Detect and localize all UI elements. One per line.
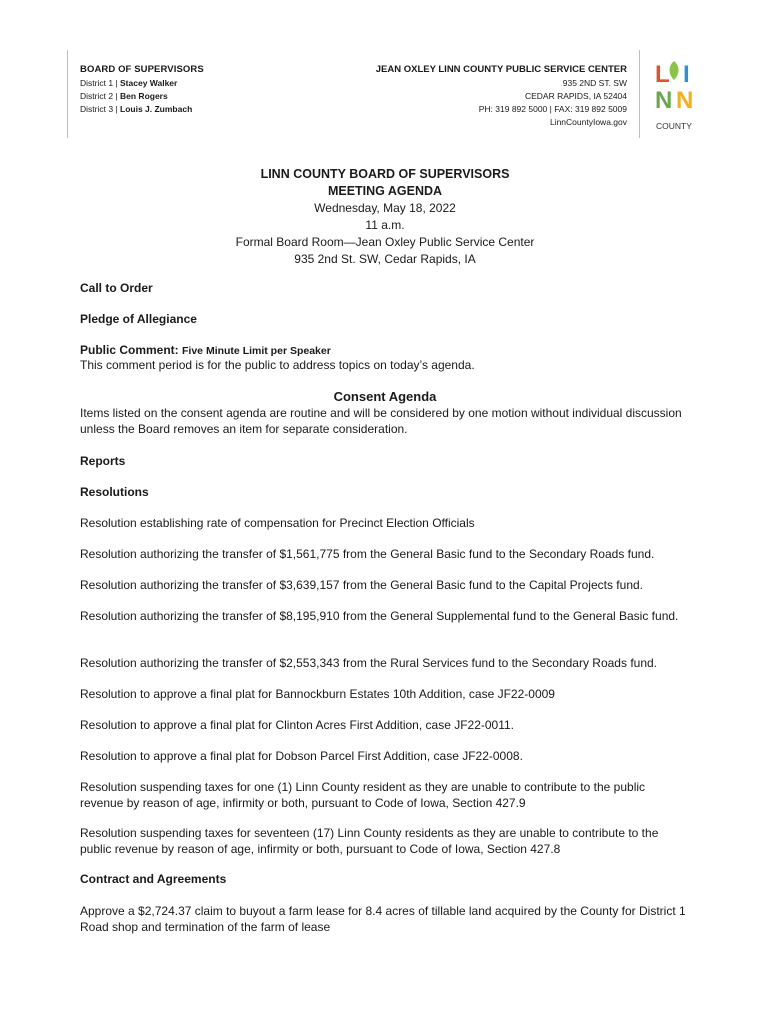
resolution-item: Resolution establishing rate of compensation for Precinct Election Officials xyxy=(80,516,475,530)
agenda-heading xyxy=(0,166,770,268)
website-link[interactable]: LinnCountyIowa.gov xyxy=(549,117,627,127)
resolution-item: Resolution suspending taxes for seventeen (17) Linn County residents as they are unable to contribute to the public revenue by reason of age, infirmity or both, pursuant to Code of Iowa, Section 427.8 xyxy=(80,826,659,856)
address-line: 935 2ND ST. SW xyxy=(562,78,627,88)
resolution-item: Resolution to approve a final plat for Bannockburn Estates 10th Addition, case JF22-0009 xyxy=(80,687,555,701)
meeting-address: 935 2nd St. SW, Cedar Rapids, IA xyxy=(294,252,476,266)
consent-agenda-title: Consent Agenda xyxy=(333,389,437,404)
header-right-rule xyxy=(639,50,640,138)
leaf-icon xyxy=(670,61,679,80)
resolution-item: Resolution to approve a final plat for Dobson Parcel First Addition, case JF22-0008. xyxy=(80,749,523,763)
contracts-heading: Contract and Agreements xyxy=(80,872,227,886)
public-comment-text: This comment period is for the public to address topics on today’s agenda. xyxy=(80,358,475,372)
meeting-date: Wednesday, May 18, 2022 xyxy=(314,201,456,215)
city-line: CEDAR RAPIDS, IA 52404 xyxy=(524,91,627,101)
resolution-item: Resolution to approve a final plat for Clinton Acres First Addition, case JF22-0011. xyxy=(80,718,515,732)
board-title: BOARD OF SUPERVISORS xyxy=(80,64,204,75)
resolution-item: Resolution authorizing the transfer of $1,561,775 from the General Basic fund to the Secondary Roads fund. xyxy=(80,547,655,561)
resolution-item: Resolution authorizing the transfer of $3,639,157 from the General Basic fund to the Capital Projects fund. xyxy=(80,578,643,592)
logo-letter-i: I xyxy=(683,61,690,88)
meeting-time: 11 a.m. xyxy=(365,218,405,232)
resolution-item: Resolution suspending taxes for one (1) Linn County resident as they are unable to contribute to the public revenue by reason of age, infirmity or both, pursuant to Code of Iowa, Section 427.9 xyxy=(80,780,646,810)
resolution-item: Resolution authorizing the transfer of $2,553,343 from the Rural Services fund to the Secondary Roads fund. xyxy=(80,656,658,670)
meeting-place: Formal Board Room—Jean Oxley Public Service Center xyxy=(235,235,535,249)
reports-heading: Reports xyxy=(80,454,126,468)
board-of-supervisors-block xyxy=(80,64,204,114)
pledge-heading: Pledge of Allegiance xyxy=(80,312,197,326)
logo-letter-n: N xyxy=(676,87,694,114)
resolution-item: Resolution authorizing the transfer of $8,195,910 from the General Supplemental fund to the General Basic fund. xyxy=(80,609,679,623)
district-line: District 3 | Louis J. Zumbach xyxy=(80,104,193,114)
agenda-subtitle: MEETING AGENDA xyxy=(327,184,443,198)
phone-line: PH: 319 892 5000 | FAX: 319 892 5009 xyxy=(478,104,627,114)
contract-item: Approve a $2,724.37 claim to buyout a farm lease for 8.4 acres of tillable land acquired by the County for District 1 Road shop and termination of the farm of lease xyxy=(80,904,686,934)
logo-letter-l: L xyxy=(655,61,670,88)
resolutions-heading: Resolutions xyxy=(80,485,149,499)
header-left-rule xyxy=(67,50,68,138)
service-center-title: JEAN OXLEY LINN COUNTY PUBLIC SERVICE CENTER xyxy=(375,64,627,75)
district-line: District 2 | Ben Rogers xyxy=(80,91,168,101)
logo-county-word: COUNTY xyxy=(656,121,692,131)
call-to-order-heading: Call to Order xyxy=(80,281,153,295)
service-center-block xyxy=(376,64,627,127)
district-line: District 1 | Stacey Walker xyxy=(80,78,178,88)
consent-agenda-text: Items listed on the consent agenda are routine and will be considered by one motion without individual discussion unless the Board removes an item for separate consideration. xyxy=(80,406,682,436)
linn-county-logo xyxy=(654,58,704,132)
public-comment-heading: Public Comment: Five Minute Limit per Speaker xyxy=(80,343,331,357)
logo-letter-n: N xyxy=(655,87,673,114)
agenda-title: LINN COUNTY BOARD OF SUPERVISORS xyxy=(260,167,510,181)
